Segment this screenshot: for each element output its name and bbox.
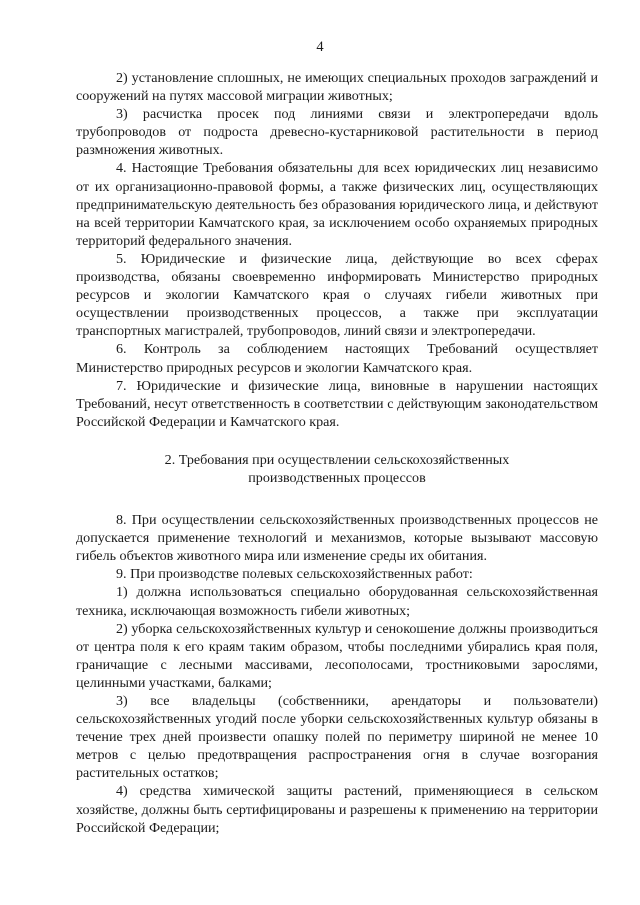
paragraph-subitem-3: 3) все владельцы (собственники, арендаторы и пользователи) сельскохозяйственных угодий после уборки сельскохозяйственных культур обязаны в течение трех дней произвести опашку полей по периметру шириной не менее 10 метров с целью предотвращения распространения огня в случае возгорания растительных остатков; bbox=[76, 693, 598, 782]
paragraph-clause-8: 8. При осуществлении сельскохозяйственных производственных процессов не допускается применение технологий и механизмов, которые вызывают массовую гибель объектов животного мира или изменение среды их обитания. bbox=[76, 512, 598, 565]
paragraph-item-3: 3) расчистка просек под линиями связи и электропередачи вдоль трубопроводов от подроста древесно-кустарниковой растительности в период размножения животных. bbox=[76, 106, 598, 159]
paragraph-subitem-1: 1) должна использоваться специально оборудованная сельскохозяйственная техника, исключающая возможность гибели животных; bbox=[76, 584, 598, 619]
paragraph-clause-6: 6. Контроль за соблюдением настоящих Требований осуществляет Министерство природных ресурсов и экологии Камчатского края. bbox=[76, 341, 598, 376]
paragraph-subitem-4: 4) средства химической защиты растений, применяющиеся в сельском хозяйстве, должны быть сертифицированы и разрешены к применению на территории Российской Федерации; bbox=[76, 783, 598, 836]
paragraph-clause-4: 4. Настоящие Требования обязательны для всех юридических лиц независимо от их организационно-правовой формы, а также физических лиц, осуществляющих предпринимательскую деятельность без образования юридического лица, и действуют на всей территории Камчатского края, за исключением особо охраняемых природных территорий федерального значения. bbox=[76, 160, 598, 249]
section-heading bbox=[76, 451, 598, 487]
paragraph-item-2: 2) установление сплошных, не имеющих специальных проходов заграждений и сооружений на путях массовой миграции животных; bbox=[76, 70, 598, 105]
paragraph-clause-9: 9. При производстве полевых сельскохозяйственных работ: bbox=[116, 566, 473, 583]
paragraph-clause-5: 5. Юридические и физические лица, действующие во всех сферах производства, обязаны своевременно информировать Министерство природных ресурсов и экологии Камчатского края о случаях гибели животных при осуществлении производственных процессов, а также при эксплуатации транспортных магистралей, трубопроводов, линий связи и электропередачи. bbox=[76, 250, 598, 340]
page-number: 4 bbox=[316, 39, 324, 55]
document-body bbox=[76, 69, 598, 837]
paragraph-clause-7: 7. Юридические и физические лица, виновные в нарушении настоящих Требований, несут ответственность в соответствии с действующим законодательством Российской Федерации и Камчатского края. bbox=[76, 377, 598, 430]
section-heading-line-2: производственных процессов bbox=[248, 469, 426, 486]
section-heading-line-1: 2. Требования при осуществлении сельскохозяйственных bbox=[164, 451, 510, 468]
paragraph-subitem-2: 2) уборка сельскохозяйственных культур и сенокошение должны производиться от центра поля к его краям таким образом, чтобы последними убирались края поля, граничащие с лесными массивами, лесополосами, тростниковыми зарослями, целинными участками, балками; bbox=[76, 620, 598, 691]
